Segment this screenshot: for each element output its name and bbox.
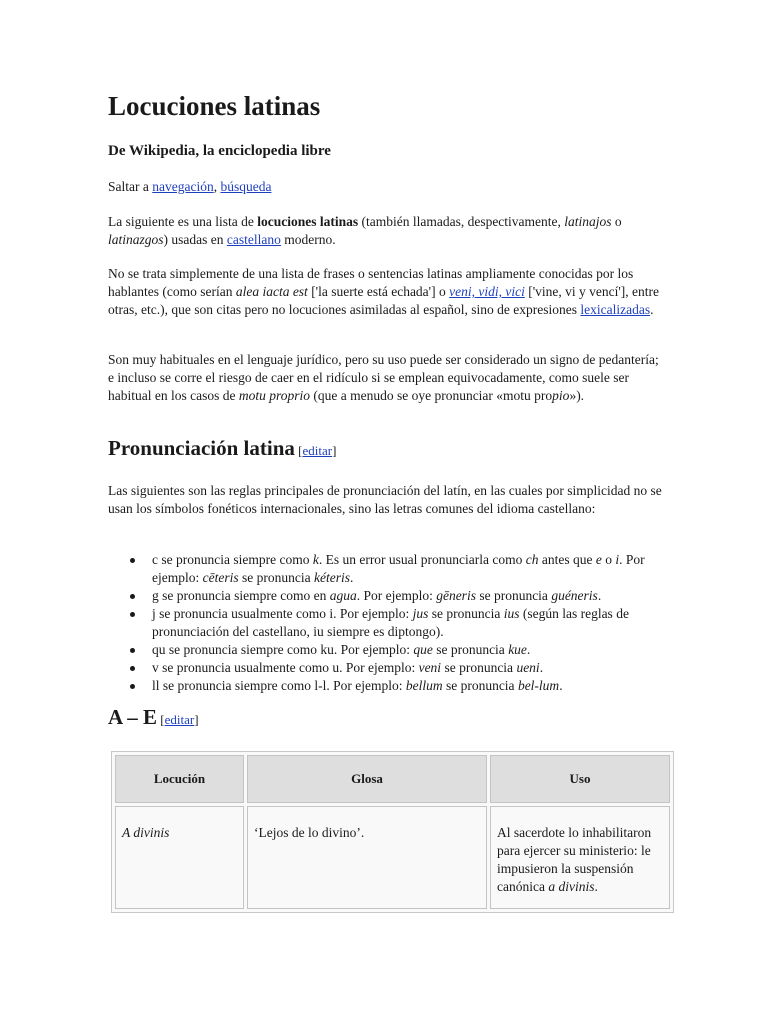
navigation-link[interactable]: navegación [152, 179, 214, 194]
edit-link-a-e[interactable]: editar [164, 712, 195, 727]
jump-links [108, 178, 271, 196]
italic-term: i [615, 552, 620, 567]
text-span: se pronuncia [428, 606, 504, 621]
text-span: Al sacerdote lo inhabilitaron para ejercer su ministerio: le impusieron la suspensión canónica [497, 825, 652, 894]
italic-term: bel-lum [517, 678, 560, 693]
text-span: v se pronuncia usualmente como u. Por ejemplo: [152, 660, 419, 675]
column-header-uso: Uso [490, 755, 670, 803]
italic-term: motu proprio [238, 388, 310, 403]
table-header-row [115, 755, 670, 803]
table-row [115, 806, 670, 909]
list-item [108, 605, 663, 641]
text-span: . [650, 302, 654, 317]
text-span: se pronuncia [238, 570, 314, 585]
jump-separator: , [213, 179, 221, 194]
text-span: . [539, 660, 544, 675]
text-span: ['vine, vi y vencí'], entre otras, etc.), que son citas pero no locuciones asimiladas al español, sino de expresiones [108, 284, 660, 317]
intro-paragraph-2 [108, 265, 663, 319]
italic-term: e [595, 552, 602, 567]
edit-bracket-open: [ [294, 443, 303, 458]
intro-paragraph-3 [108, 351, 663, 405]
italic-term: bellum [405, 678, 443, 693]
italic-term: que [413, 642, 433, 657]
bold-term: locuciones latinas [257, 214, 359, 229]
cell-uso [490, 806, 670, 909]
list-item [108, 551, 663, 587]
veni-vidi-vici-link[interactable] [449, 284, 525, 299]
search-link[interactable]: búsqueda [220, 179, 272, 194]
locucion-text: A divinis [122, 825, 170, 840]
lexicalizadas-link[interactable]: lexicalizadas [580, 302, 651, 317]
jump-prefix: Saltar a [108, 179, 153, 194]
italic-term: agua [329, 588, 357, 603]
italic-term: guéneris [551, 588, 598, 603]
page-subtitle: De Wikipedia, la enciclopedia libre [108, 143, 331, 159]
locuciones-table [111, 751, 674, 913]
italic-term: kue [508, 642, 527, 657]
text-span: . [559, 678, 563, 693]
edit-bracket-close: ] [332, 443, 337, 458]
edit-link-pronunciation[interactable]: editar [302, 443, 333, 458]
text-span: o [611, 214, 622, 229]
text-span: ) usadas en [163, 232, 227, 247]
text-span: . Por ejemplo: [356, 588, 437, 603]
list-item [108, 641, 663, 659]
link-text: veni, vidi, vici [449, 284, 525, 299]
italic-term: k [312, 552, 319, 567]
text-span: c se pronuncia siempre como [152, 552, 313, 567]
text-span: Son muy habituales en el lenguaje jurídico, pero su uso puede ser considerado un signo de pedantería; e incluso se corre el riesgo de caer en el ridículo si se emplean equivocadamente, como suele ser habitual en los casos de [108, 352, 659, 403]
text-span: . [594, 879, 598, 894]
edit-bracket-close: ] [194, 712, 199, 727]
italic-term: ch [525, 552, 539, 567]
text-span: . [349, 570, 354, 585]
text-span: No se trata simplemente de una lista de frases o sentencias latinas ampliamente conocidas por los hablantes (como serían [108, 266, 634, 299]
italic-term: alea iacta est [235, 284, 308, 299]
text-span: La siguiente es una lista de [108, 214, 258, 229]
castellano-link[interactable]: castellano [226, 232, 281, 247]
text-span: se pronuncia [432, 642, 509, 657]
column-header-locucion: Locución [115, 755, 244, 803]
section-heading-a-e [108, 705, 199, 729]
edit-bracket-open: [ [157, 712, 165, 727]
text-span: (que a menudo se oye pronunciar «motu pro [309, 388, 553, 403]
cell-locucion [115, 806, 244, 909]
text-span: se pronuncia [442, 678, 518, 693]
text-span: . Por ejemplo: [152, 552, 645, 585]
italic-term: kéteris [313, 570, 350, 585]
italic-term: a divinis [548, 879, 595, 894]
text-span: g se pronuncia siempre como en [152, 588, 330, 603]
text-span: . Es un error usual pronunciarla como [318, 552, 526, 567]
section-title: A – E [108, 705, 158, 729]
text-span: . [597, 588, 602, 603]
text-span: o [601, 552, 616, 567]
italic-term: cēteris [202, 570, 239, 585]
italic-term: gēneris [436, 588, 476, 603]
list-item [108, 659, 663, 677]
text-span: ['la suerte está echada'] o [307, 284, 450, 299]
italic-term: ius [503, 606, 520, 621]
text-span: se pronuncia [441, 660, 517, 675]
italic-term: ueni [516, 660, 540, 675]
pronunciation-intro: Las siguientes son las reglas principales de pronunciación del latín, en las cuales por simplicidad no se usan los símbolos fonéticos internacionales, sino las letras comunes del idioma castellano: [108, 483, 662, 516]
intro-paragraph-1 [108, 213, 663, 249]
text-span: j se pronuncia usualmente como i. Por ejemplo: [152, 606, 413, 621]
cell-glosa: ‘Lejos de lo divino’. [247, 806, 487, 909]
text-span: (según las reglas de pronunciación del castellano, iu siempre es diptongo). [152, 606, 629, 639]
italic-term: latinazgos [108, 232, 164, 247]
text-span: . [526, 642, 531, 657]
text-span: moderno. [280, 232, 336, 247]
italic-term: veni [418, 660, 442, 675]
pronunciation-rules-list [108, 551, 663, 695]
italic-term: pio [552, 388, 570, 403]
italic-term: latinajos [564, 214, 612, 229]
text-span: (también llamadas, despectivamente, [358, 214, 565, 229]
italic-term: jus [412, 606, 429, 621]
text-span: antes que [538, 552, 596, 567]
list-item [108, 587, 663, 605]
text-span: »). [569, 388, 585, 403]
text-span: ll se pronuncia siempre como l-l. Por ejemplo: [152, 678, 406, 693]
column-header-glosa: Glosa [247, 755, 487, 803]
text-span: qu se pronuncia siempre como ku. Por ejemplo: [152, 642, 414, 657]
list-item [108, 677, 663, 695]
section-heading-pronunciation [108, 436, 337, 460]
section-title: Pronunciación latina [108, 436, 295, 460]
text-span: se pronuncia [475, 588, 552, 603]
page-title: Locuciones latinas [108, 91, 321, 121]
